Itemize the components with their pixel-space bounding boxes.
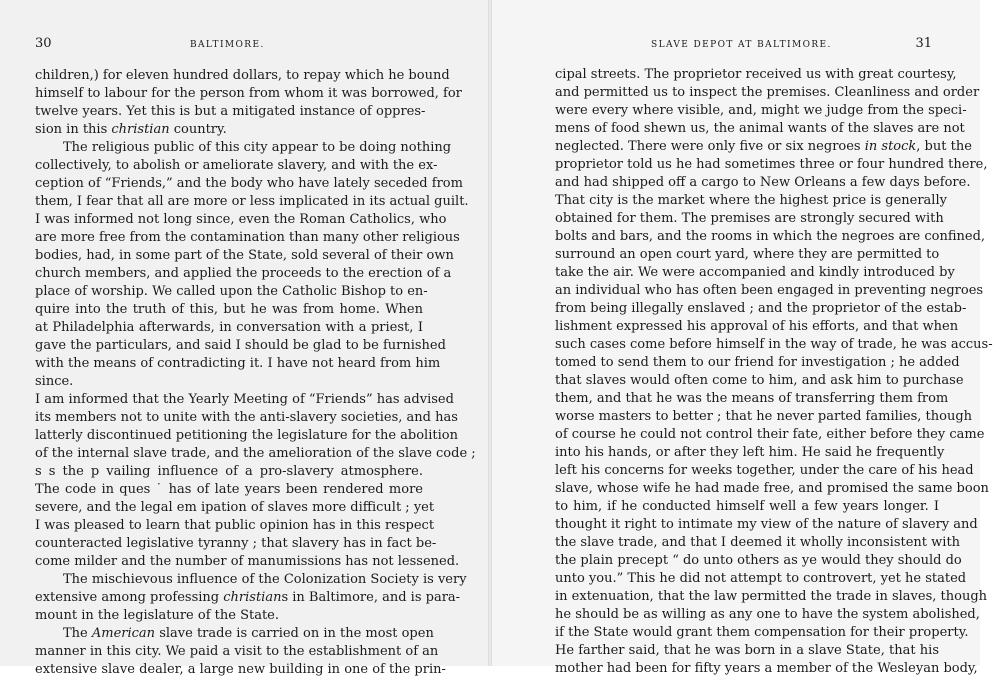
text-line: gave the particulars, and said I should be glad to be furnished (35, 338, 446, 353)
text-line: mount in the legislature of the State. (35, 608, 280, 623)
text-line: of the internal slave trade, and the amelioration of the slave code ; (35, 446, 476, 461)
text-line: counteracted legislative tyranny ; that slavery has in fact be- (35, 536, 437, 551)
text-line: The religious public of this city appear to be doing nothing (63, 140, 452, 155)
text-line: them, and that he was the means of transferring them from (555, 391, 949, 406)
text-line: I was informed not long since, even the Roman Catholics, who (35, 212, 447, 227)
text-line: to him, if he conducted himself well a few years longer. I (555, 499, 939, 514)
left-page-header (0, 38, 490, 54)
italic-word: christian (223, 590, 282, 605)
italic-word: American (91, 626, 156, 641)
text-line: with the means of contradicting it. I have not heard from him (35, 356, 441, 371)
text-line: tomed to send them to our friend for investigation ; he added (555, 355, 960, 370)
italic-word: christian (111, 122, 170, 137)
text-line: He farther said, that he was born in a slave State, that his (555, 643, 939, 658)
text-line: mens of food shewn us, the animal wants of the slaves are not (555, 121, 965, 136)
left-page-number: 30 (35, 36, 52, 51)
text-line: severe, and the legal em ipation of slaves more difficult ; yet (35, 500, 435, 515)
text-line: lishment expressed his approval of his efforts, and that when (555, 319, 959, 334)
right-page-number: 31 (915, 36, 932, 51)
book-gutter (488, 0, 492, 666)
text-line: s s the p vailing influence of a pro-slavery atmosphere. (35, 464, 423, 479)
text-line: neglected. There were only five or six negroes in stock, but the (555, 139, 972, 154)
text-line: cipal streets. The proprietor received us with great courtesy, (555, 67, 957, 82)
left-page (0, 0, 490, 677)
text-line: I am informed that the Yearly Meeting of “Friends” has advised (35, 392, 454, 407)
text-line: he should be as willing as any one to have the system abolished, (555, 607, 980, 622)
text-line: in extenuation, that the law permitted the trade in slaves, though (555, 589, 988, 604)
text-line: its members not to unite with the anti-slavery societies, and has (35, 410, 458, 425)
text-line: quire into the truth of this, but he was from home. When (35, 302, 423, 317)
text-line: that slaves would often come to him, and ask him to purchase (555, 373, 964, 388)
text-line: into his hands, or after they left him. He said he frequently (555, 445, 945, 460)
text-line: worse masters to better ; that he never parted families, though (555, 409, 973, 424)
text-line: left his concerns for weeks together, under the care of his head (555, 463, 974, 478)
text-line: children,) for eleven hundred dollars, to repay which he bound (35, 68, 450, 83)
text-line: an individual who has often been engaged in preventing negroes (555, 283, 984, 298)
text-line: obtained for them. The premises are strongly secured with (555, 211, 944, 226)
text-line: at Philadelphia afterwards, in conversation with a priest, I (35, 320, 423, 335)
text-line: proprietor told us he had sometimes three or four hundred there, (555, 157, 988, 172)
text-line: extensive slave dealer, a large new building in one of the prin- (35, 662, 446, 677)
text-line: and permitted us to inspect the premises. Cleanliness and order (555, 85, 980, 100)
text-line: bodies, had, in some part of the State, sold several of their own (35, 248, 454, 263)
text-line: latterly discontinued petitioning the legislature for the abolition (35, 428, 458, 443)
text-line: come milder and the number of manumissions has not lessened. (35, 554, 460, 569)
right-page-text (555, 66, 993, 678)
text-line: of course he could not control their fate, either before they came (555, 427, 985, 442)
text-line: The American slave trade is carried on in the most open (63, 626, 434, 641)
text-line: collectively, to abolish or ameliorate slavery, and with the ex- (35, 158, 438, 173)
text-line: if the State would grant them compensation for their property. (555, 625, 969, 640)
text-line: and had shipped off a cargo to New Orleans a few days before. (555, 175, 971, 190)
text-line: twelve years. Yet this is but a mitigated instance of oppres- (35, 104, 426, 119)
right-running-head: SLAVE DEPOT AT BALTIMORE. (651, 40, 832, 50)
right-page (490, 0, 993, 676)
text-line: since. (35, 374, 74, 389)
text-line: The mischievous influence of the Colonization Society is very (63, 572, 467, 587)
text-line: take the air. We were accompanied and kindly introduced by (555, 265, 955, 280)
text-line: place of worship. We called upon the Catholic Bishop to en- (35, 284, 428, 299)
text-line: mother had been for fifty years a member of the Wesleyan body, (555, 661, 978, 676)
text-line: surround an open court yard, where they are permitted to (555, 247, 940, 262)
text-line: extensive among professing christians in Baltimore, and is para- (35, 590, 461, 605)
text-line: are more free from the contamination than many other religious (35, 230, 460, 245)
text-line: ception of “Friends,” and the body who have lately seceded from (35, 176, 463, 191)
text-line: bolts and bars, and the rooms in which the negroes are confined, (555, 229, 986, 244)
text-line: them, I fear that all are more or less implicated in its actual guilt. (35, 194, 469, 209)
right-page-header (490, 38, 980, 54)
left-running-head: BALTIMORE. (190, 40, 265, 50)
text-line: from being illegally enslaved ; and the proprietor of the estab- (555, 301, 967, 316)
left-page-text (35, 67, 476, 679)
text-line: That city is the market where the highest price is generally (555, 193, 947, 208)
text-line: the plain precept “ do unto others as ye would they should do (555, 553, 962, 568)
text-line: The code in ques ˙ has of late years been rendered more (35, 482, 423, 497)
text-line: were every where visible, and, might we judge from the speci- (555, 103, 967, 118)
text-line: thought it right to intimate my view of the nature of slavery and (555, 517, 978, 532)
text-line: himself to labour for the person from whom it was borrowed, for (35, 86, 462, 101)
text-line: unto you.” This he did not attempt to controvert, yet he stated (555, 571, 967, 586)
text-line: such cases come before himself in the way of trade, he was accus- (555, 337, 993, 352)
text-line: I was pleased to learn that public opinion has in this respect (35, 518, 435, 533)
italic-word: in stock (864, 139, 917, 154)
text-line: church members, and applied the proceeds to the erection of a (35, 266, 452, 281)
text-line: slave, whose wife he had made free, and promised the same boon (555, 481, 989, 496)
text-line: the slave trade, and that I deemed it wholly inconsistent with (555, 535, 961, 550)
text-line: sion in this christian country. (35, 122, 227, 137)
text-line: manner in this city. We paid a visit to the establishment of an (35, 644, 439, 659)
